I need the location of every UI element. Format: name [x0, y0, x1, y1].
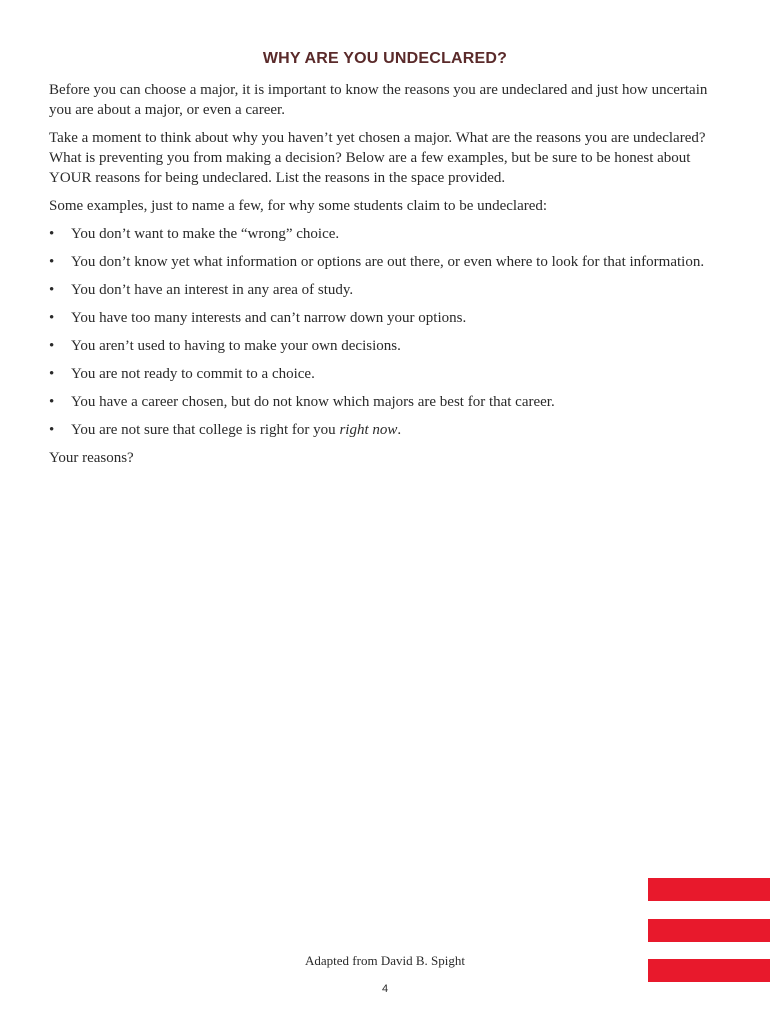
list-item [49, 364, 721, 384]
bullet-icon: • [49, 226, 55, 242]
bullet-icon: • [49, 422, 55, 438]
examples-list [49, 224, 721, 440]
bullet-icon: • [49, 366, 55, 382]
list-item [49, 336, 721, 356]
last-bullet-tail: . [397, 422, 402, 438]
list-item [49, 224, 721, 244]
intro-paragraph: Before you can choose a major, it is important to know the reasons you are undeclared and just how uncertain you are about a major, or even a career. [49, 82, 708, 118]
decorative-red-bar [648, 878, 770, 901]
list-item-text: You don’t know yet what information or options are out there, or even where to look for that information. [71, 254, 705, 270]
footer-credit: Adapted from David B. Spight [305, 953, 465, 968]
list-item-text: You don’t have an interest in any area of study. [71, 282, 354, 298]
list-item [49, 308, 721, 328]
list-item [49, 280, 721, 300]
last-bullet-emphasis: right now [339, 422, 398, 438]
list-item-text: You have too many interests and can’t narrow down your options. [71, 310, 467, 326]
list-item [49, 420, 721, 440]
list-item-text: You don’t want to make the “wrong” choice. [71, 226, 340, 242]
reflect-paragraph: Take a moment to think about why you haven’t yet chosen a major. What are the reasons you are undeclared? What is preventing you from making a decision? Below are a few examples, but be sure to be honest about YOUR reasons for being undeclared. List the reasons in the space provided. [49, 130, 706, 186]
examples-lead-paragraph: Some examples, just to name a few, for why some students claim to be undeclared: [49, 198, 548, 214]
bullet-icon: • [49, 254, 55, 270]
list-item-text: You have a career chosen, but do not know which majors are best for that career. [71, 394, 555, 410]
decorative-red-bar [648, 959, 770, 982]
bullet-icon: • [49, 338, 55, 354]
bullet-icon: • [49, 394, 55, 410]
list-item [49, 252, 721, 272]
list-item-text: You are not ready to commit to a choice. [71, 366, 315, 382]
decorative-red-bar [648, 919, 770, 942]
reasons-prompt: Your reasons? [49, 450, 134, 466]
bullet-icon: • [49, 282, 55, 298]
main-content [49, 80, 721, 476]
bullet-icon: • [49, 310, 55, 326]
last-bullet-text: You are not sure that college is right for you [71, 422, 340, 438]
list-item [49, 392, 721, 412]
list-item-text [71, 422, 401, 438]
page-title: WHY ARE YOU UNDECLARED? [262, 50, 508, 67]
page-number: 4 [381, 983, 389, 995]
list-item-text: You aren’t used to having to make your own decisions. [71, 338, 401, 354]
